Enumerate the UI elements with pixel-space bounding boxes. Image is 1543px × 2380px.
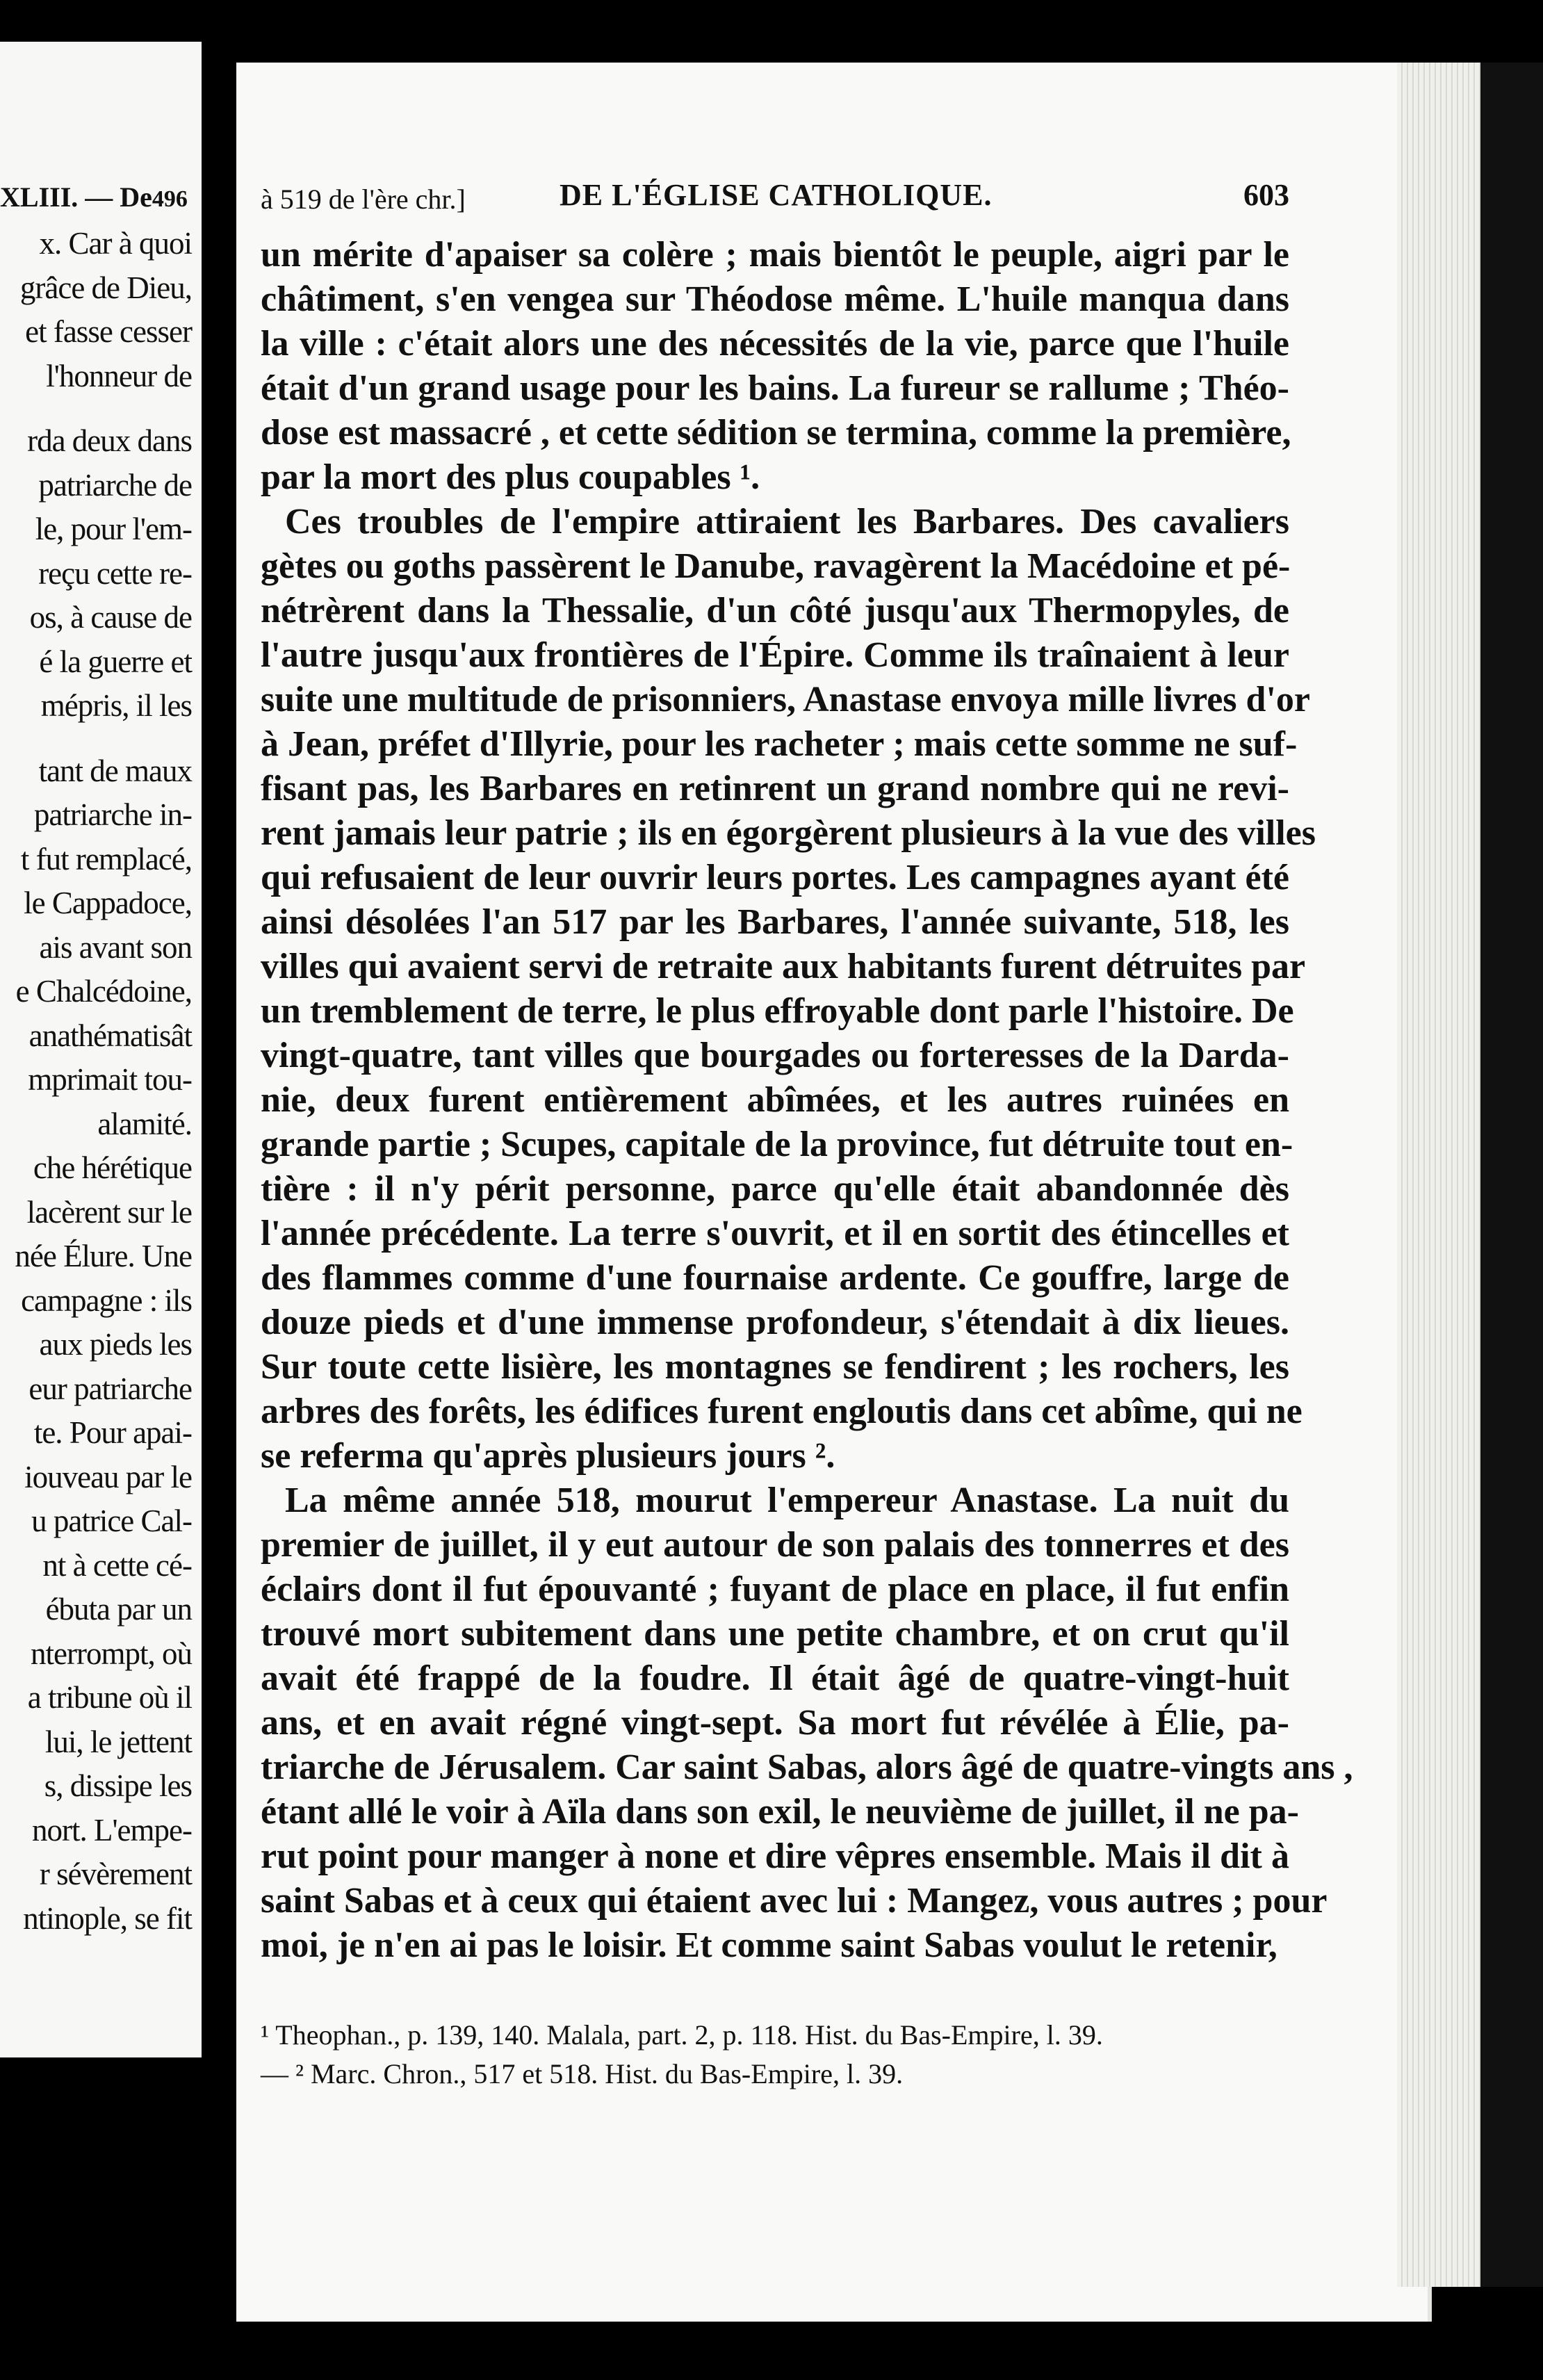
- text-line: premier de juillet, il y eut autour de son palais des tonnerres et des: [261, 1525, 1289, 1565]
- previous-page-line: patriarche de: [38, 467, 192, 503]
- text-line: Ces troubles de l'empire attiraient les Barbares. Des cavaliers: [285, 502, 1289, 541]
- previous-page-line: née Élure. Une: [15, 1239, 192, 1273]
- text-line: l'année précédente. La terre s'ouvrit, et il en sortit des étincelles et: [261, 1214, 1289, 1253]
- previous-page-head-number: 496: [152, 186, 188, 212]
- previous-page-line: grâce de Dieu,: [19, 270, 192, 305]
- body-text: [261, 233, 1353, 1968]
- running-head: [261, 177, 1289, 226]
- scan-border: [1480, 63, 1543, 2287]
- text-line: dose est massacré , et cette sédition se termina, comme la première,: [261, 413, 1291, 453]
- text-line: triarche de Jérusalem. Car saint Sabas, alors âgé de quatre-vingts ans ,: [261, 1747, 1353, 1787]
- previous-page-line: u patrice Cal-: [31, 1503, 192, 1538]
- text-line: gètes ou goths passèrent le Danube, ravagèrent la Macédoine et pé-: [261, 546, 1291, 586]
- previous-page-line: rda deux dans: [27, 423, 192, 458]
- previous-page-line: os, à cause de: [29, 600, 192, 635]
- page-edges: [1397, 63, 1480, 2287]
- previous-page-line: campagne : ils: [21, 1282, 192, 1318]
- previous-page-running-head: [0, 181, 202, 213]
- text-line: vingt-quatre, tant villes que bourgades ou forteresses de la Darda-: [261, 1036, 1289, 1075]
- text-line: suite une multitude de prisonniers, Anastase envoya mille livres d'or: [261, 680, 1310, 719]
- text-line: saint Sabas et à ceux qui étaient avec lui : Mangez, vous autres ; pour: [261, 1881, 1328, 1921]
- previous-page-line: iouveau par le: [24, 1459, 192, 1494]
- previous-page-line: l'honneur de: [46, 358, 192, 393]
- previous-page-line: r sévèrement: [39, 1857, 192, 1891]
- previous-page-line: nort. L'empe-: [31, 1812, 192, 1848]
- text-line: était d'un grand usage pour les bains. La fureur se rallume ; Théo-: [261, 368, 1289, 408]
- text-line: trouvé mort subitement dans une petite chambre, et on crut qu'il: [261, 1614, 1289, 1654]
- previous-page-line: a tribune où il: [27, 1680, 192, 1715]
- text-line: fisant pas, les Barbares en retinrent un grand nombre qui ne revi-: [261, 769, 1289, 808]
- text-line: avait été frappé de la foudre. Il était âgé de quatre-vingt-huit: [261, 1658, 1289, 1698]
- text-line: un mérite d'apaiser sa colère ; mais bientôt le peuple, aigri par le: [261, 235, 1289, 275]
- previous-page-line: le, pour l'em-: [35, 512, 192, 546]
- text-line: étant allé le voir à Aïla dans son exil, le neuvième de juillet, il ne pa-: [261, 1792, 1299, 1832]
- footnote: ¹ Theophan., p. 139, 140. Malala, part. 2, p. 118. Hist. du Bas-Empire, l. 39.: [261, 2019, 1103, 2051]
- previous-page-line: eur patriarche: [28, 1371, 192, 1406]
- text-line: nétrèrent dans la Thessalie, d'un côté jusqu'aux Thermopyles, de: [261, 591, 1289, 630]
- text-line: nie, deux furent entièrement abîmées, et les autres ruinées en: [261, 1080, 1289, 1120]
- previous-page-line: tant de maux: [38, 753, 192, 788]
- text-line: un tremblement de terre, le plus effroyable dont parle l'histoire. De: [261, 991, 1294, 1031]
- previous-page-fragment: [0, 42, 202, 2057]
- previous-page-line: nterrompt, où: [31, 1636, 192, 1671]
- text-line: Sur toute cette lisière, les montagnes se fendirent ; les rochers, les: [261, 1347, 1289, 1387]
- text-line: l'autre jusqu'aux frontières de l'Épire. Comme ils traînaient à leur: [261, 635, 1289, 675]
- previous-page-line: che hérétique: [33, 1150, 192, 1185]
- previous-page-line: mprimait tou-: [28, 1062, 192, 1097]
- footnotes: [261, 2016, 1289, 2094]
- previous-page-line: ais avant son: [39, 929, 192, 965]
- page-number: 603: [1243, 178, 1289, 212]
- text-line: tière : il n'y périt personne, parce qu'elle était abandonnée dès: [261, 1169, 1289, 1209]
- previous-page-line: nt à cette cé-: [42, 1547, 192, 1583]
- text-line: villes qui avaient servi de retraite aux habitants furent détruites par: [261, 947, 1306, 986]
- previous-page-line: s, dissipe les: [44, 1768, 192, 1803]
- previous-page-line: t fut remplacé,: [20, 841, 192, 877]
- text-line: douze pieds et d'une immense profondeur, s'étendait à dix lieues.: [261, 1303, 1289, 1342]
- previous-page-line: le Cappadoce,: [24, 886, 192, 920]
- previous-page-line: mépris, il les: [40, 688, 192, 723]
- previous-page-head-text: XLIII. — De: [0, 181, 152, 213]
- previous-page-line: et fasse cesser: [25, 314, 192, 349]
- text-line: la ville : c'était alors une des nécessités de la vie, parce que l'huile: [261, 324, 1289, 364]
- text-line: moi, je n'en ai pas le loisir. Et comme saint Sabas voulut le retenir,: [261, 1925, 1277, 1965]
- book-gutter: [202, 0, 236, 2380]
- text-line: grande partie ; Scupes, capitale de la province, fut détruite tout en-: [261, 1125, 1293, 1164]
- previous-page-line: anathématisât: [28, 1018, 192, 1053]
- text-line: rut point pour manger à none et dire vêpres ensemble. Mais il dit à: [261, 1836, 1289, 1876]
- previous-page-line: x. Car à quoi: [39, 226, 192, 261]
- text-line: La même année 518, mourut l'empereur Anastase. La nuit du: [285, 1481, 1289, 1520]
- previous-page-line: lacèrent sur le: [26, 1194, 192, 1230]
- text-line: des flammes comme d'une fournaise ardente. Ce gouffre, large de: [261, 1258, 1289, 1298]
- previous-page-line: ébuta par un: [45, 1592, 192, 1627]
- running-head-date-range: à 519 de l'ère chr.]: [261, 184, 466, 215]
- previous-page-line: e Chalcédoine,: [15, 974, 192, 1009]
- previous-page-line: te. Pour apai-: [33, 1415, 192, 1450]
- previous-page-line: aux pieds les: [39, 1327, 192, 1362]
- text-line: arbres des forêts, les édifices furent engloutis dans cet abîme, qui ne: [261, 1392, 1303, 1431]
- previous-page-line: ntinople, se fit: [23, 1900, 192, 1936]
- previous-page-line: é la guerre et: [39, 644, 192, 679]
- footnote: — ² Marc. Chron., 517 et 518. Hist. du Bas-Empire, l. 39.: [261, 2058, 904, 2089]
- text-line: rent jamais leur patrie ; ils en égorgèrent plusieurs à la vue des villes: [261, 813, 1316, 853]
- text-line: se referma qu'après plusieurs jours ².: [261, 1436, 835, 1476]
- previous-page-line: reçu cette re-: [38, 555, 192, 591]
- text-line: châtiment, s'en vengea sur Théodose même. L'huile manqua dans: [261, 279, 1289, 319]
- previous-page-line: lui, le jettent: [44, 1724, 192, 1759]
- text-line: éclairs dont il fut épouvanté ; fuyant de place en place, il fut enfin: [261, 1570, 1289, 1609]
- text-line: ainsi désolées l'an 517 par les Barbares, l'année suivante, 518, les: [261, 902, 1289, 942]
- running-head-title: DE L'ÉGLISE CATHOLIQUE.: [560, 178, 993, 212]
- text-line: par la mort des plus coupables ¹.: [261, 457, 760, 497]
- text-line: ans, et en avait régné vingt-sept. Sa mort fut révélée à Élie, pa-: [261, 1703, 1289, 1743]
- previous-page-line: alamité.: [97, 1106, 192, 1141]
- previous-page-line: patriarche in-: [33, 797, 192, 832]
- text-line: à Jean, préfet d'Illyrie, pour les racheter ; mais cette somme ne suf-: [261, 724, 1298, 764]
- text-line: qui refusaient de leur ouvrir leurs portes. Les campagnes ayant été: [261, 858, 1289, 897]
